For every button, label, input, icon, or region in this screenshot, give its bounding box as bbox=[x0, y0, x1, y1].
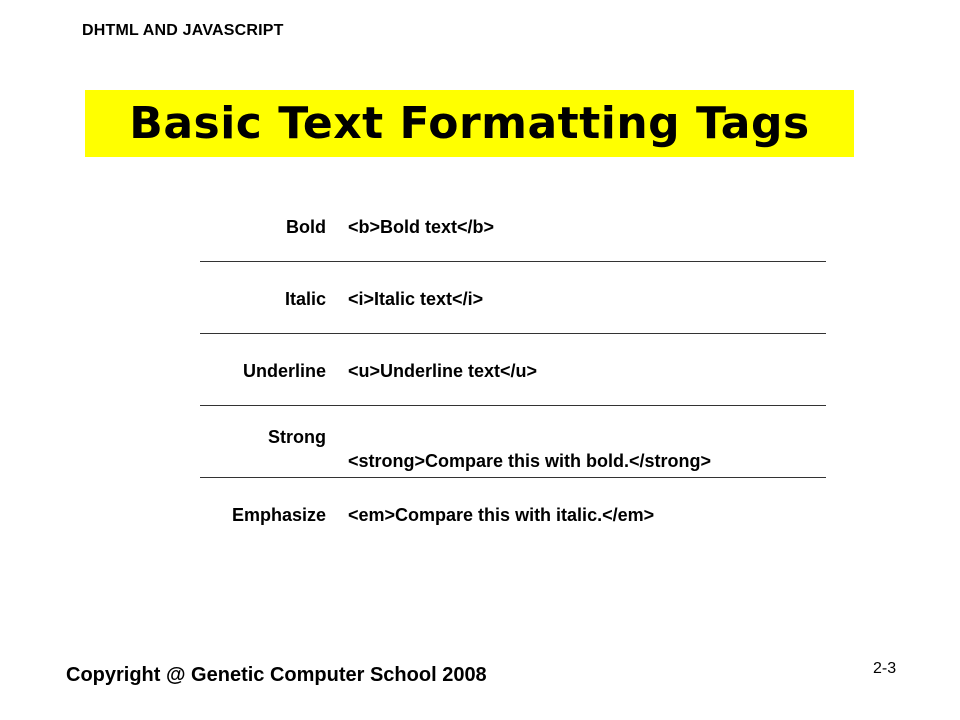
tag-row-strong bbox=[200, 406, 826, 478]
slide-title: Basic Text Formatting Tags bbox=[129, 98, 810, 149]
tag-code: <u>Underline text</u> bbox=[348, 361, 538, 381]
tag-code: <strong>Compare this with bold.</strong> bbox=[348, 451, 712, 471]
tag-label: Bold bbox=[286, 217, 326, 237]
tag-row-bold bbox=[200, 190, 826, 262]
tag-code: <i>Italic text</i> bbox=[348, 289, 484, 309]
page-number: 2-3 bbox=[873, 660, 897, 677]
tag-label: Emphasize bbox=[231, 505, 326, 525]
tag-table bbox=[200, 190, 826, 550]
tag-label: Underline bbox=[242, 361, 326, 381]
tag-code: <b>Bold text</b> bbox=[348, 217, 495, 237]
title-banner bbox=[85, 90, 854, 157]
tag-label: Italic bbox=[284, 289, 326, 309]
tag-row-emphasize bbox=[200, 478, 826, 550]
tag-row-underline bbox=[200, 334, 826, 406]
footer-copyright: Copyright @ Genetic Computer School 2008 bbox=[66, 664, 487, 686]
header-label: DHTML AND JAVASCRIPT bbox=[82, 22, 284, 39]
tag-code: <em>Compare this with italic.</em> bbox=[348, 505, 655, 525]
tag-label: Strong bbox=[268, 427, 326, 447]
tag-row-italic bbox=[200, 262, 826, 334]
